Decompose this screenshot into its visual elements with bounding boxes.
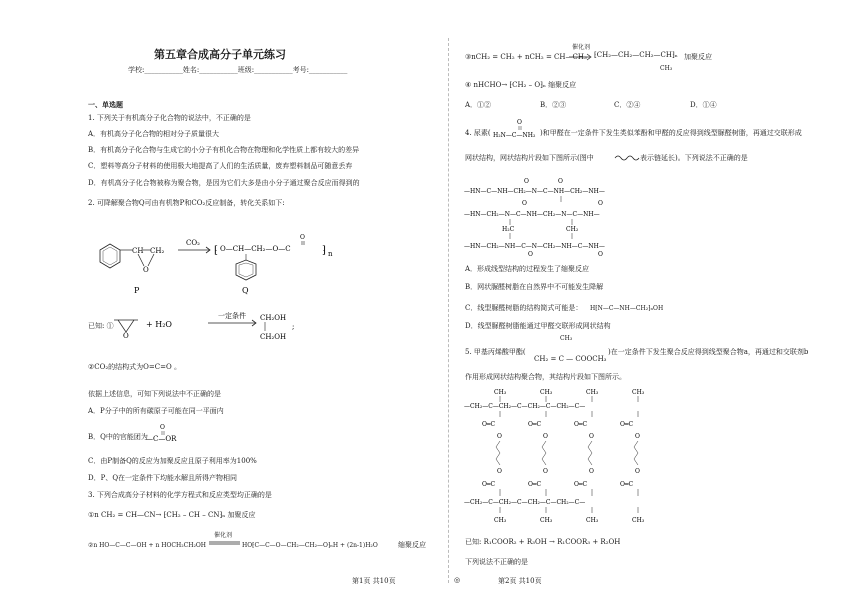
svg-text:n: n — [328, 250, 333, 258]
wavy-line-icon — [614, 153, 640, 163]
svg-text:O═C: O═C — [620, 481, 634, 488]
q4-option-c-formula: H⁅N—C—NH—CH₂⁆ₙOH — [590, 305, 664, 312]
svg-text:O═C: O═C — [528, 421, 542, 428]
svg-text:O: O — [635, 433, 640, 440]
svg-text:O: O — [543, 468, 548, 475]
oh1-label: CH₂OH — [260, 314, 287, 322]
co2-label: CO₂ — [186, 239, 200, 247]
q4-stem-start: 4. 尿素( — [465, 129, 491, 137]
svg-text:O: O — [543, 433, 548, 440]
condition-label: 一定条件 — [218, 312, 246, 320]
svg-text:O: O — [589, 433, 594, 440]
q1-stem: 1. 下列关于有机高分子化合物的说法中，不正确的是 — [88, 114, 251, 122]
q5-ch3-7: CH₃ — [586, 517, 599, 524]
q2-option-a: A．P分子中的所有碳原子可能在同一平面内 — [88, 407, 224, 415]
footer-separator: ◎ — [454, 576, 461, 584]
svg-text:O: O — [598, 251, 603, 256]
student-info-line: 学校:___________姓名:___________班级:___________考号:___________ — [128, 66, 348, 74]
q4-ch2: CH₂ — [566, 226, 579, 233]
q2-basis: 依据上述信息，可知下列说法中不正确的是 — [88, 390, 221, 398]
q2-option-d: D．P、Q在一定条件下均能水解且所得产物相同 — [88, 474, 238, 482]
q3-option-d: D．①④ — [690, 101, 717, 109]
oh2-label: CH₂OH — [260, 333, 287, 341]
q5-ch3-8: CH₃ — [632, 517, 645, 524]
q4-h2c: H₂C — [502, 226, 515, 233]
ester-group-label: —C—OR — [146, 435, 177, 443]
q5-monomer-methyl: CH₃ — [560, 335, 573, 342]
q5-ch3-4: CH₃ — [632, 389, 645, 396]
q3-eq2-type: 缩聚反应 — [398, 541, 426, 549]
q5-stem-start: 5. 甲基丙烯酸甲酯( — [465, 348, 526, 356]
q2-stem: 2. 可降解聚合物Q可由有机物P和CO₂反应制备，转化关系如下: — [88, 199, 285, 207]
label-q: Q — [242, 286, 249, 295]
q4-option-a: A．形成线型结构的过程发生了缩聚反应 — [465, 265, 590, 273]
q3-eq3-subst: CH₃ — [660, 65, 673, 72]
svg-text:O: O — [517, 119, 522, 126]
ester-group — [142, 422, 202, 444]
q3-eq3-product: ⁅CH₂—CH₂—CH₂—CH⁆ₙ — [594, 51, 678, 59]
svg-text:O: O — [589, 468, 594, 475]
q3-eq3-catalyst: 催化剂 — [572, 44, 591, 51]
h2o-label: + H₂O — [146, 320, 172, 329]
q3-option-b: B．②③ — [540, 101, 567, 109]
q3-eq1: ①n CH₂ = CH—CN→ ⁅CH₂ – CH – CN⁆ₙ 加聚反应 — [88, 511, 256, 519]
q3-eq2-right: HO⁅C—C—O—CH₂—CH₂—O⁆ₙH + (2n-1)H₂O — [242, 542, 378, 549]
q4-stem-c: 网状结构，网状结构片段如下图所示(图中 — [465, 154, 594, 162]
q3-eq2-arrow — [208, 538, 242, 548]
q5-chain-bottom: —CH₂—C—CH₂—C—CH₂—C—CH₂—C— — [464, 499, 586, 506]
svg-text:O═C: O═C — [482, 421, 496, 428]
q5-stem-b: )在一定条件下发生聚合反应得到线型聚合物a，再通过和交联剂b — [608, 348, 809, 356]
q4-row1: —HN—C—NH—CH₂—N—C—NH—CH₂—NH— — [464, 188, 605, 195]
q2-known-reaction — [108, 306, 308, 348]
section-heading: 一、单选题 — [88, 100, 123, 109]
q2-co2-structure: ②CO₂的结构式为O=C=O 。 — [88, 363, 181, 371]
svg-text:O—CH—CH₂—O—C: O—CH—CH₂—O—C — [220, 245, 291, 253]
q3-stem: 3. 下列合成高分子材料的化学方程式和反应类型均正确的是 — [88, 491, 272, 499]
q5-ch3-5: CH₃ — [494, 517, 507, 524]
svg-text:⁆: ⁆ — [322, 245, 326, 256]
q5-ch3-3: CH₃ — [586, 389, 599, 396]
q4-network-structure — [462, 176, 662, 256]
svg-text:O═C: O═C — [528, 481, 542, 488]
q4-row3: —HN—CH₂—NH—C—N—CH₂—NH—C—NH— — [464, 243, 605, 250]
svg-text:CH₂: CH₂ — [150, 247, 165, 255]
svg-text:O: O — [522, 200, 527, 207]
label-p: P — [134, 286, 140, 295]
q4-stem-b: )和甲醛在一定条件下发生类似苯酚和甲醛的反应得到线型脲醛树脂，再通过交联形成 — [540, 129, 802, 137]
svg-text:O: O — [598, 200, 603, 207]
footer-page-left: 第1页 共10页 — [352, 577, 396, 585]
q3-eq2-catalyst: 催化剂 — [214, 532, 233, 539]
q5-monomer: CH₂ = C — COOCH₃ — [534, 355, 607, 363]
q1-option-b: B．有机高分子化合物与生成它的小分子有机化合物在物理和化学性质上都有较大的差异 — [88, 146, 360, 154]
q5-ch3-2: CH₃ — [540, 389, 553, 396]
q3-option-a: A．①② — [465, 101, 492, 109]
page-title: 第五章合成高分子单元练习 — [154, 48, 286, 61]
q4-option-c: C．线型脲醛树脂的结构简式可能是： — [465, 304, 583, 312]
q4-option-b: B．网状脲醛树脂在自然界中不可能发生降解 — [465, 283, 604, 291]
q4-row2: —HN—CH₂—N—C—NH—CH₂—N—C—NH— — [464, 211, 600, 218]
svg-text:O: O — [497, 433, 502, 440]
q3-eq3: ③nCH₂ = CH₂ + nCH₂ = CH—CH₃ — [465, 53, 587, 61]
svg-text:O═C: O═C — [620, 421, 634, 428]
q1-option-c: C．塑料等高分子材料的使用极大地提高了人们的生活质量，废弃塑料制品可随意丢弃 — [88, 162, 353, 170]
q5-crosslinked-structure — [462, 386, 662, 528]
q5-chain-top: —CH₂—C—CH₂—C—CH₂—C—CH₂—C— — [464, 403, 586, 410]
svg-text:;: ; — [292, 323, 295, 331]
svg-text:O═C: O═C — [574, 481, 588, 488]
svg-text:⁅: ⁅ — [214, 245, 218, 256]
svg-text:O: O — [497, 468, 502, 475]
q3-eq4: ④ nHCHO→ ⁅CH₂ – O⁆ₙ 缩聚反应 — [465, 81, 577, 89]
q2-option-b: B．Q中的官能团为 — [88, 433, 148, 441]
q2-reaction-diagram — [86, 220, 356, 305]
svg-text:O: O — [160, 424, 165, 431]
q5-stem-c: 作用形成网状结构聚合物，其结构片段如下图所示。 — [465, 373, 626, 381]
q5-ask: 下列说法不正确的是 — [465, 558, 528, 566]
page-divider — [448, 38, 449, 583]
q3-eq3-arrow — [568, 52, 594, 62]
svg-text:O: O — [528, 251, 533, 256]
q5-ch3-1: CH₃ — [494, 389, 507, 396]
q4-option-d: D．线型脲醛树脂能通过甲醛交联形成网状结构 — [465, 322, 611, 330]
svg-text:O═C: O═C — [574, 421, 588, 428]
q2-option-c: C．由P制备Q的反应为加聚反应且原子利用率为100% — [88, 457, 257, 465]
svg-text:CH: CH — [132, 247, 144, 255]
svg-text:O: O — [558, 178, 563, 185]
q3-eq2-left: ②n HO—C—C—OH + n HOCH₂CH₂OH — [88, 542, 207, 549]
svg-text:O: O — [143, 266, 149, 274]
footer-page-right: 第2页 共10页 — [498, 577, 542, 585]
svg-text:O: O — [123, 332, 129, 340]
svg-text:O: O — [524, 178, 529, 185]
q1-option-a: A．有机高分子化合物的相对分子质量很大 — [88, 130, 220, 138]
svg-text:O: O — [635, 468, 640, 475]
q3-eq3-type: 加聚反应 — [684, 53, 712, 61]
q2-given-prefix: 已知: ① — [88, 322, 114, 330]
svg-text:O: O — [300, 234, 305, 241]
q1-option-d: D．有机高分子化合物被称为聚合物，是因为它们大多是由小分子通过聚合反应而得到的 — [88, 179, 360, 187]
svg-text:O═C: O═C — [482, 481, 496, 488]
q4-stem-d: 表示链延长)。下列说法不正确的是 — [640, 154, 748, 162]
q3-option-c: C．②④ — [614, 101, 641, 109]
q5-ch3-6: CH₃ — [540, 517, 553, 524]
q5-known: 已知: R₁COOR₂ + R₃OH → R₁COOR₃ + R₂OH — [465, 538, 621, 546]
urea-formula: H₂N—C—NH₂ — [493, 132, 536, 139]
